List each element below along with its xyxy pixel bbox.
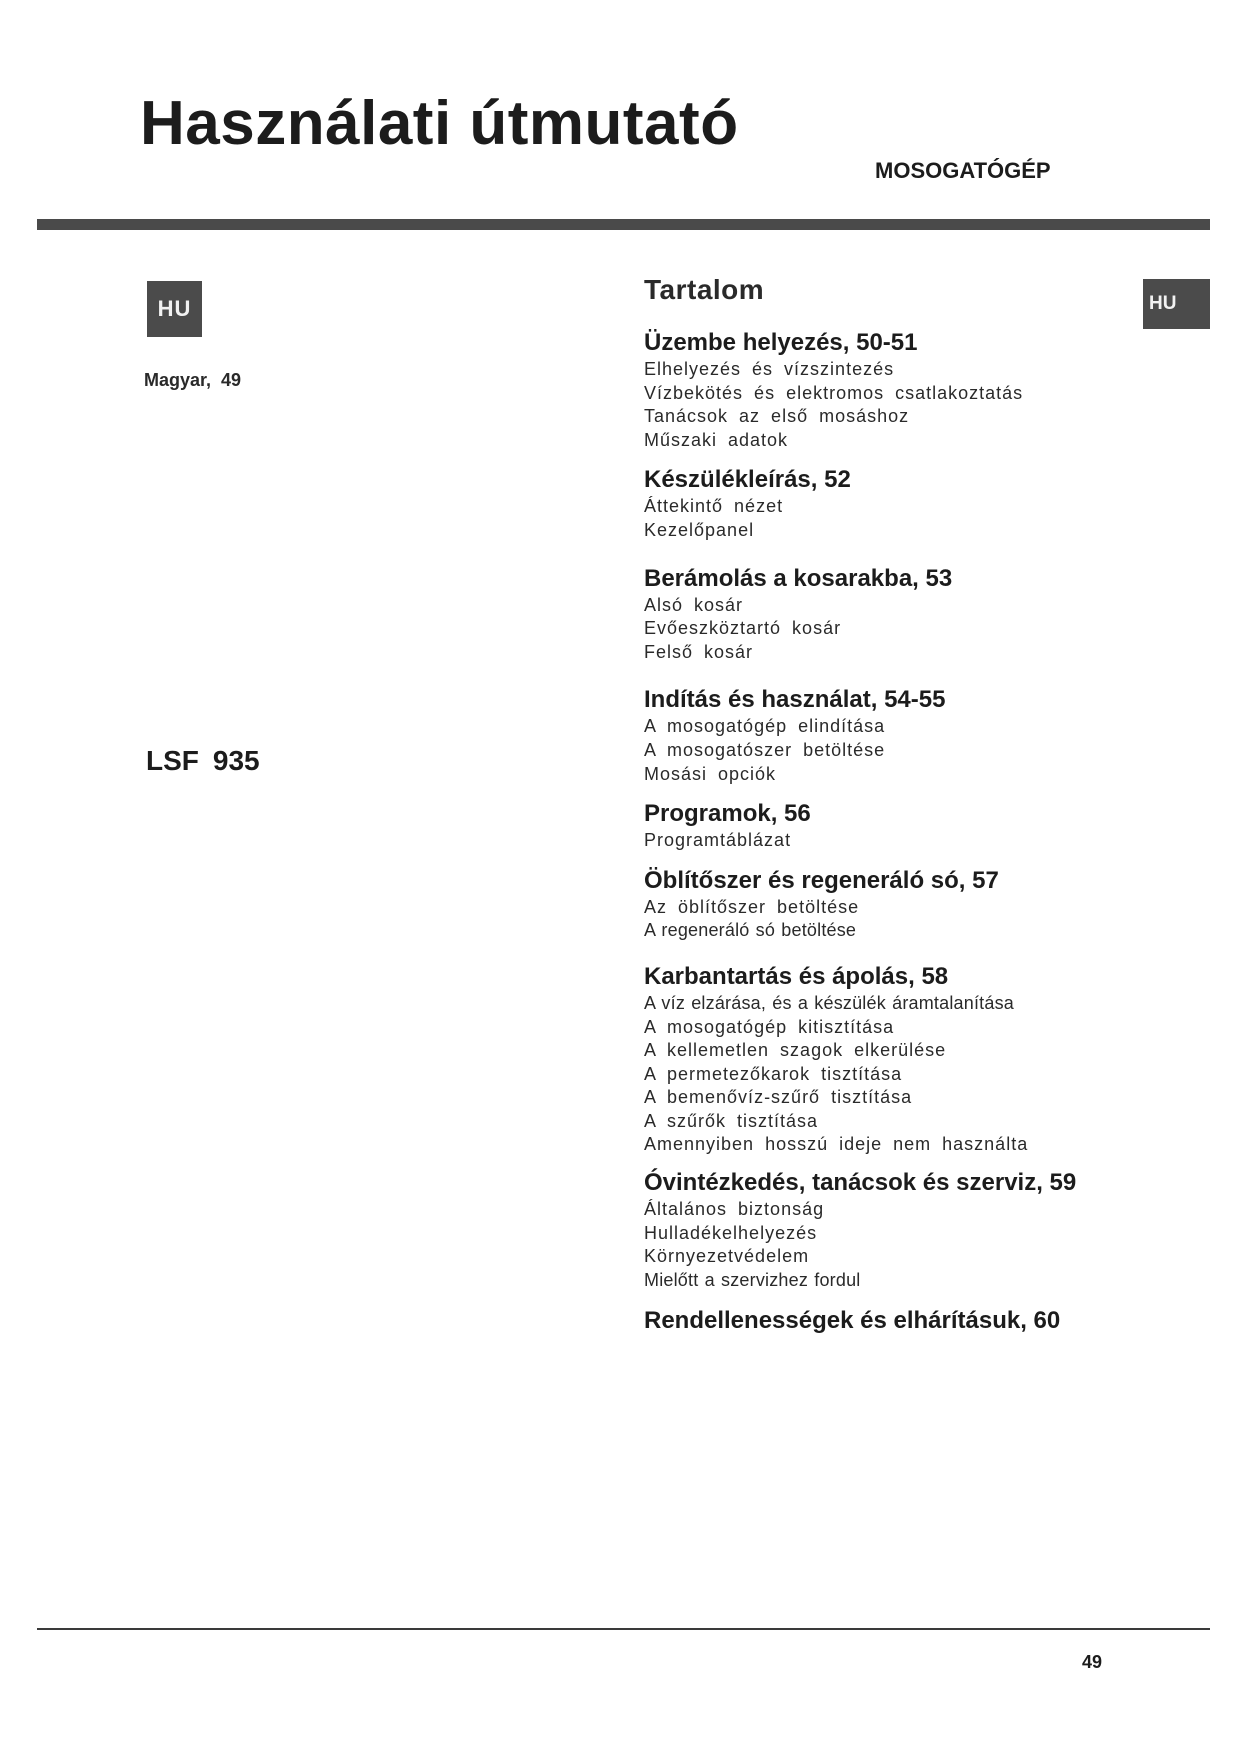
language-tab: HU xyxy=(1143,279,1210,329)
toc-heading: Rendellenességek és elhárításuk, 60 xyxy=(644,1307,1061,1335)
toc-section xyxy=(644,799,1164,853)
toc-item: A szűrők tisztítása xyxy=(644,1110,819,1131)
toc-item: Amennyiben hosszú ideje nem használta xyxy=(644,1134,1029,1155)
toc-heading: Programok, 56 xyxy=(644,800,811,828)
toc-section xyxy=(644,1168,1164,1292)
toc-item: A mosogatószer betöltése xyxy=(644,739,886,760)
header-divider xyxy=(37,219,1210,230)
toc-item: Felső kosár xyxy=(644,641,754,662)
toc-item: A víz elzárása, és a készülék áramtalanítása xyxy=(644,992,1014,1013)
toc-item: A mosogatógép elindítása xyxy=(644,716,886,737)
toc-heading: Üzembe helyezés, 50-51 xyxy=(644,329,918,356)
toc-item: Műszaki adatok xyxy=(644,429,789,450)
toc-item: A permetezőkarok tisztítása xyxy=(644,1063,903,1084)
toc-item: A bemenővíz-szűrő tisztítása xyxy=(644,1087,913,1108)
document-title: Használati útmutató xyxy=(140,89,739,158)
toc-item: A regeneráló só betöltése xyxy=(644,920,857,941)
toc-title: Tartalom xyxy=(644,274,765,305)
toc-item: A kellemetlen szagok elkerülése xyxy=(644,1040,947,1061)
toc-heading: Indítás és használat, 54-55 xyxy=(644,686,946,714)
toc-item: Általános biztonság xyxy=(644,1199,825,1220)
toc-item: Vízbekötés és elektromos csatlakoztatás xyxy=(644,382,1024,403)
toc-section xyxy=(644,866,1164,943)
toc-heading: Óvintézkedés, tanácsok és szerviz, 59 xyxy=(644,1169,1077,1197)
toc-item: Alsó kosár xyxy=(644,594,744,615)
toc-section xyxy=(644,1306,1164,1336)
toc-item: Evőeszköztartó kosár xyxy=(644,618,842,639)
model-number: 935 xyxy=(212,745,260,776)
toc-section xyxy=(644,328,1164,452)
toc-heading: Berámolás a kosarakba, 53 xyxy=(644,564,953,592)
toc-item: Hulladékelhelyezés xyxy=(644,1222,818,1243)
toc-heading: Karbantartás és ápolás, 58 xyxy=(644,962,949,990)
language-page: 49 xyxy=(221,370,242,390)
model-prefix: LSF xyxy=(146,745,199,776)
page-number: 49 xyxy=(1082,1652,1103,1672)
toc-item: Az öblítőszer betöltése xyxy=(644,896,860,917)
toc-item: Környezetvédelem xyxy=(644,1246,810,1267)
toc-item: Kezelőpanel xyxy=(644,519,755,540)
toc-item: Elhelyezés és vízszintezés xyxy=(644,359,895,379)
toc-item: Programtáblázat xyxy=(644,830,792,851)
toc-item: Tanácsok az első mosáshoz xyxy=(644,406,910,427)
toc-item: A mosogatógép kitisztítása xyxy=(644,1016,895,1037)
language-name: Magyar, xyxy=(144,370,212,390)
language-entry xyxy=(144,370,241,391)
table-of-contents xyxy=(644,328,1164,1336)
toc-item: Áttekintő nézet xyxy=(644,496,784,517)
toc-heading: Készülékleírás, 52 xyxy=(644,466,851,494)
footer-divider xyxy=(37,1628,1210,1630)
toc-section xyxy=(644,685,1164,786)
toc-section xyxy=(644,962,1164,1157)
toc-item: Mosási opciók xyxy=(644,763,777,784)
language-badge: HU xyxy=(147,281,202,337)
toc-section xyxy=(644,465,1164,542)
toc-item: Mielőtt a szervizhez fordul xyxy=(644,1269,861,1290)
toc-heading: Öblítőszer és regeneráló só, 57 xyxy=(644,866,999,894)
product-type: MOSOGATÓGÉP xyxy=(875,158,1051,183)
model-name xyxy=(146,745,260,777)
toc-section xyxy=(644,564,1164,665)
